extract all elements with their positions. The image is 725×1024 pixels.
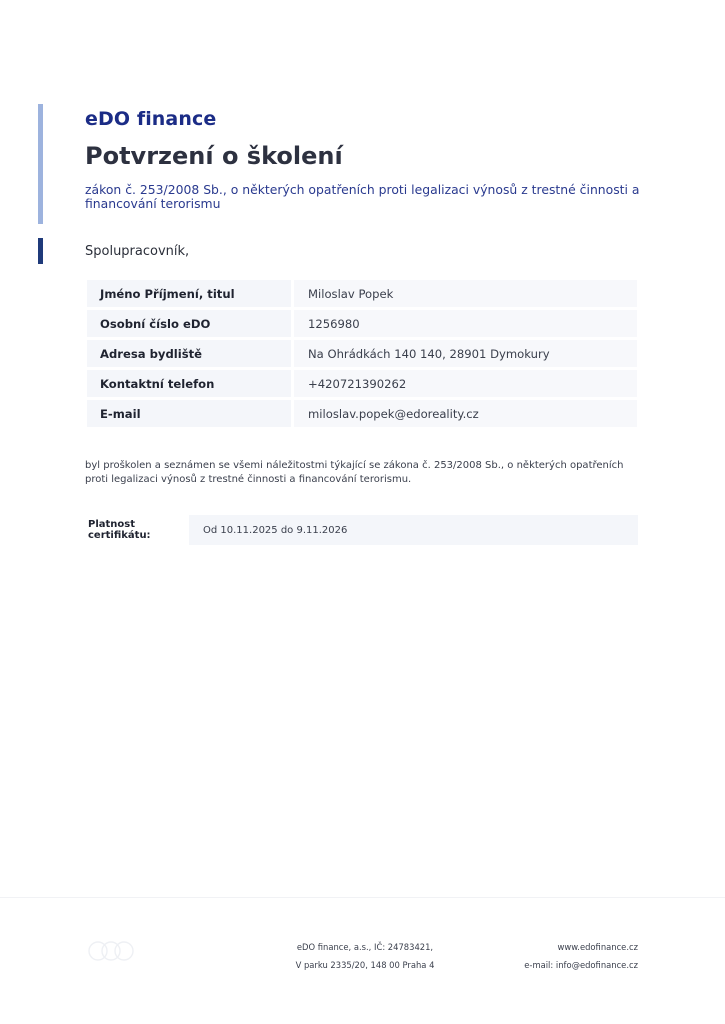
- details-label: Jméno Příjmení, titul: [87, 280, 291, 307]
- footer-company-line: eDO finance, a.s., IČ: 24783421,: [296, 942, 434, 952]
- greeting-accent-bar: [38, 238, 43, 264]
- details-label: E-mail: [87, 400, 291, 427]
- details-row-address: [87, 340, 637, 367]
- details-label: Adresa bydliště: [87, 340, 291, 367]
- greeting-text: Spolupracovník,: [85, 244, 190, 259]
- details-value: +420721390262: [294, 370, 637, 397]
- page-subtitle: zákon č. 253/2008 Sb., o některých opatřeních proti legalizaci výnosů z trestné činnosti a financování terorismu: [85, 182, 640, 211]
- details-row-name: [87, 280, 637, 307]
- training-statement: byl proškolen a seznámen se všemi náležitostmi týkající se zákona č. 253/2008 Sb., o některých opatřeních proti legalizaci výnosů z trestné činnosti a financování terorismu.: [85, 460, 624, 485]
- details-value: Miloslav Popek: [294, 280, 637, 307]
- edo-logo-watermark-icon: [86, 933, 136, 969]
- details-value: Na Ohrádkách 140 140, 28901 Dymokury: [294, 340, 637, 367]
- details-label: Osobní číslo eDO: [87, 310, 291, 337]
- validity-label: Platnost certifikátu:: [88, 519, 151, 541]
- page-title: Potvrzení o školení: [85, 142, 343, 170]
- footer-divider: [0, 897, 725, 898]
- personal-details-table: [87, 280, 637, 430]
- footer-contact-info: [438, 938, 638, 974]
- validity-value: Od 10.11.2025 do 9.11.2026: [189, 515, 638, 545]
- details-value: miloslav.popek@edoreality.cz: [294, 400, 637, 427]
- details-row-email: [87, 400, 637, 427]
- details-row-phone: [87, 370, 637, 397]
- certificate-validity: [85, 515, 638, 545]
- footer-address-line: V parku 2335/20, 148 00 Praha 4: [295, 960, 435, 970]
- brand-name: eDO finance: [85, 108, 217, 130]
- footer-email-link[interactable]: e-mail: info@edofinance.cz: [524, 960, 638, 970]
- footer-web-link[interactable]: www.edofinance.cz: [557, 942, 638, 952]
- details-row-personal-number: [87, 310, 637, 337]
- header-accent-bar: [38, 104, 43, 224]
- details-value: 1256980: [294, 310, 637, 337]
- details-label: Kontaktní telefon: [87, 370, 291, 397]
